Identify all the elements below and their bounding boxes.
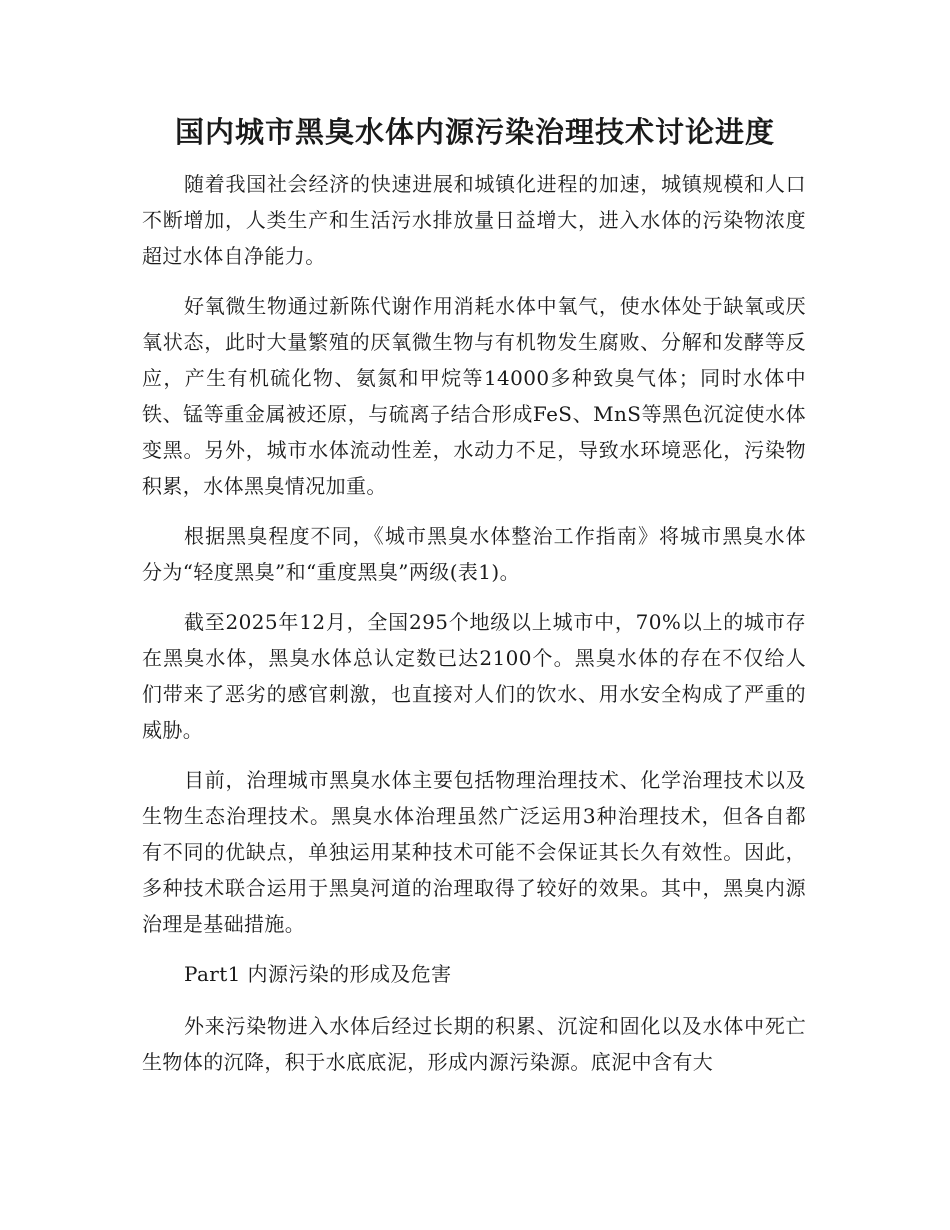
paragraph-5: 目前，治理城市黑臭水体主要包括物理治理技术、化学治理技术以及生物生态治理技术。黑臭水体治理虽然广泛运用3种治理技术，但各自都有不同的优缺点，单独运用某种技术可能不会保证其长久有效性。因此，多种技术联合运用于黑臭河道的治理取得了较好的效果。其中，黑臭内源治理是基础措施。 (142, 768, 806, 936)
paragraph-4: 截至2025年12月，全国295个地级以上城市中，70%以上的城市存在黑臭水体，黑臭水体总认定数已达2100个。黑臭水体的存在不仅给人们带来了恶劣的感官刺激，也直接对人们的饮水、用水安全构成了严重的威胁。 (142, 610, 806, 742)
document-title: 国内城市黑臭水体内源污染治理技术讨论进度 (174, 115, 775, 149)
paragraph-3: 根据黑臭程度不同，《城市黑臭水体整治工作指南》将城市黑臭水体分为“轻度黑臭”和“重度黑臭”两级(表1)。 (142, 524, 806, 584)
section-paragraph-1: 外来污染物进入水体后经过长期的积累、沉淀和固化以及水体中死亡生物体的沉降，积于水底底泥，形成内源污染源。底泥中含有大 (142, 1014, 806, 1074)
section-heading: Part1 内源污染的形成及危害 (184, 962, 452, 986)
paragraph-2: 好氧微生物通过新陈代谢作用消耗水体中氧气，使水体处于缺氧或厌氧状态，此时大量繁殖的厌氧微生物与有机物发生腐败、分解和发酵等反应，产生有机硫化物、氨氮和甲烷等14000多种致臭气体；同时水体中铁、锰等重金属被还原，与硫离子结合形成FeS、MnS等黑色沉淀使水体变黑。另外，城市水体流动性差，水动力不足，导致水环境恶化，污染物积累，水体黑臭情况加重。 (142, 294, 806, 498)
document-body (142, 166, 806, 1094)
paragraph-1: 随着我国社会经济的快速进展和城镇化进程的加速，城镇规模和人口不断增加，人类生产和生活污水排放量日益增大，进入水体的污染物浓度超过水体自净能力。 (142, 172, 806, 268)
